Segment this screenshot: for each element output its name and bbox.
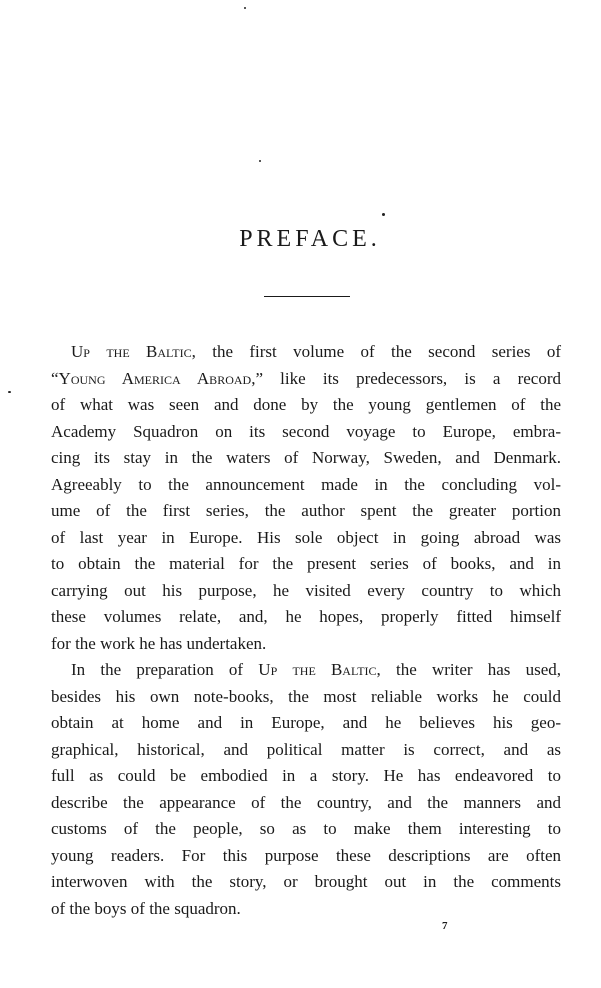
text-line: young readers. For this purpose these descriptions are often — [51, 845, 561, 865]
page-title: PREFACE. — [239, 226, 381, 252]
text-line: of last year in Europe. His sole object in going abroad was — [51, 527, 561, 547]
text-line: full as could be embodied in a story. He has endeavored to — [51, 766, 561, 785]
text-line: “Young America Abroad,” like its predecessors, is a record — [51, 368, 562, 388]
preface-text — [51, 339, 561, 922]
ink-speck — [259, 160, 261, 162]
text-line: ume of the first series, the author spent the greater portion — [51, 501, 561, 520]
text-line: customs of the people, so as to make them interesting to — [51, 819, 561, 838]
text-line: besides his own note-books, the most reliable works he could — [51, 686, 561, 706]
text-line: to obtain the material for the present series of books, and in — [51, 554, 561, 573]
text-line: for the work he has undertaken. — [51, 633, 267, 653]
title-rule — [264, 296, 350, 297]
text-line: cing its stay in the waters of Norway, Sweden, and Denmark. — [51, 448, 561, 467]
text-line: of the boys of the squadron. — [51, 898, 241, 918]
text-line: interwoven with the story, or brought out in the comments — [51, 872, 561, 891]
text-line: graphical, historical, and political matter is correct, and as — [51, 739, 561, 759]
text-line: Academy Squadron on its second voyage to Europe, embra- — [51, 421, 561, 441]
text-line: of what was seen and done by the young gentlemen of the — [51, 395, 561, 414]
text-line: describe the appearance of the country, and the manners and — [51, 792, 561, 812]
text-line: Up the Baltic, the first volume of the second series of — [71, 342, 561, 361]
text-line: these volumes relate, and, he hopes, properly fitted himself — [51, 607, 561, 626]
text-line: carrying out his purpose, he visited every country to which — [51, 580, 561, 600]
text-line: obtain at home and in Europe, and he believes his geo- — [51, 713, 561, 732]
ink-speck — [382, 213, 385, 216]
text-line: In the preparation of Up the Baltic, the writer has used, — [71, 660, 562, 679]
page-number: 7 — [442, 920, 448, 932]
text-line: Agreeably to the announcement made in the concluding vol- — [51, 474, 561, 494]
ink-speck — [244, 7, 246, 9]
ink-speck — [8, 391, 11, 393]
